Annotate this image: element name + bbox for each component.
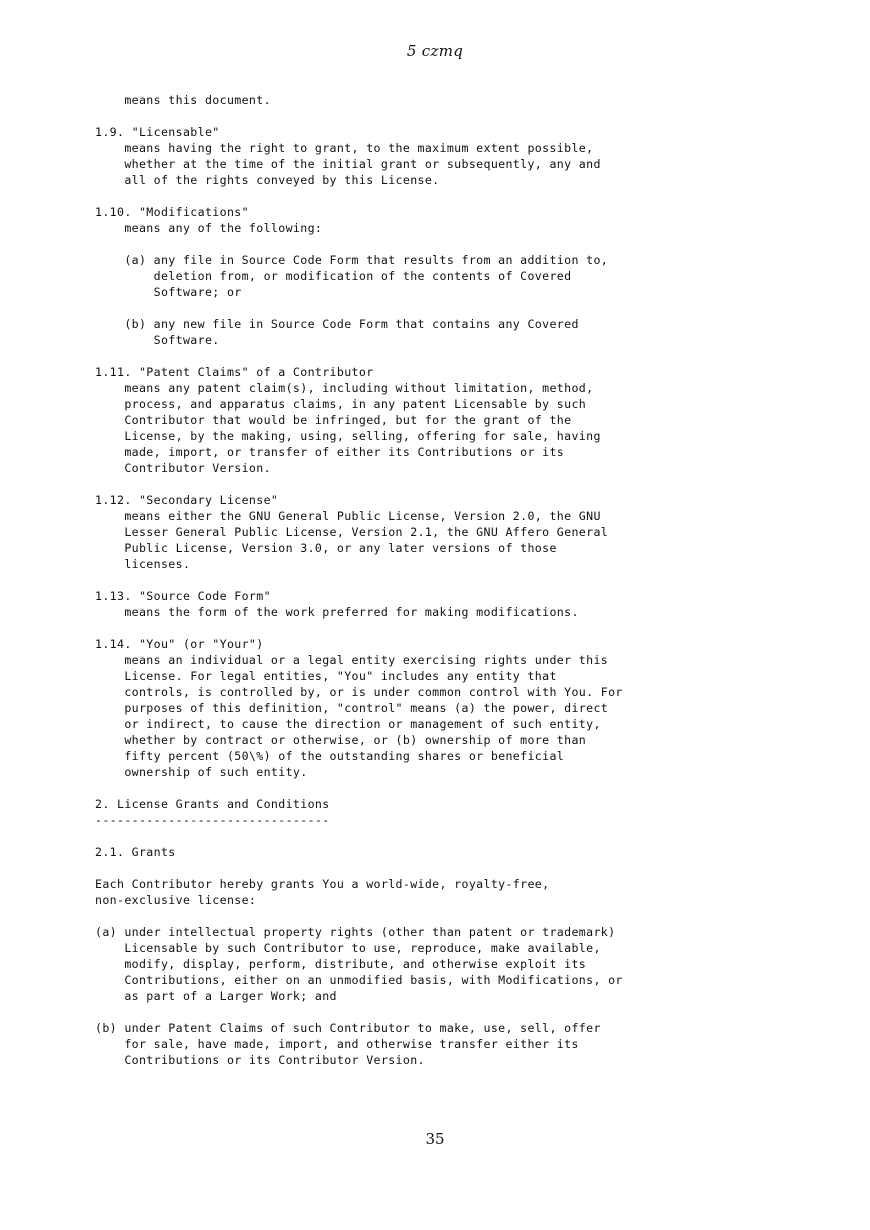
license-body-text: means this document. 1.9. "Licensable" means having the right to grant, to the maximum extent possible, whether at the time of the initial grant or subsequently, any and all of the rights conveyed by this License. 1.10. "Modifications" means any of the following: (a) any file in Source Code Form that results from an addition to, deletion from, or modification of the contents of Covered Software; or (b) any new file in Source Code Form that contains any Covered Software. 1.11. "Patent Claims" of a Contributor means any patent claim(s), including without limitation, method, process, and apparatus claims, in any patent Licensable by such Contributor that would be infringed, but for the grant of the License, by the making, using, selling, offering for sale, having made, import, or transfer of either its Contributions or its Contributor Version. 1.12. "Secondary License" means either the GNU General Public License, Version 2.0, the GNU Lesser General Public License, Version 2.1, the GNU Affero General Public License, Version 3.0, or any later versions of those licenses. 1.13. "Source Code Form" means the form of the work preferred for making modifications. 1.14. "You" (or "Your") means an individual or a legal entity exercising rights under this License. For legal entities, "You" includes any entity that controls, is controlled by, or is under common control with You. For purposes of this definition, "control" means (a) the power, direct or indirect, to cause the direction or management of such entity, whether by contract or otherwise, or (b) ownership of more than fifty percent (50\%) of the outstanding shares or beneficial ownership of such entity. 2. License Grants and Conditions -------------------------------- 2.1. Grants Each Contributor hereby grants You a world-wide, royalty-free, non-exclusive license: (a) under intellectual property rights (other than patent or trademark) Licensable by such Contributor to use, reproduce, make available, modify, display, perform, distribute, and otherwise exploit its Contributions, either on an unmodified basis, with Modifications, or as part of a Larger Work; and (b) under Patent Claims of such Contributor to make, use, sell, offer for sale, have made, import, and otherwise transfer either its Contributions or its Contributor Version. bbox=[95, 93, 623, 1067]
page-number: 35 bbox=[425, 1130, 445, 1148]
running-header-title: 5 czmq bbox=[406, 42, 464, 60]
